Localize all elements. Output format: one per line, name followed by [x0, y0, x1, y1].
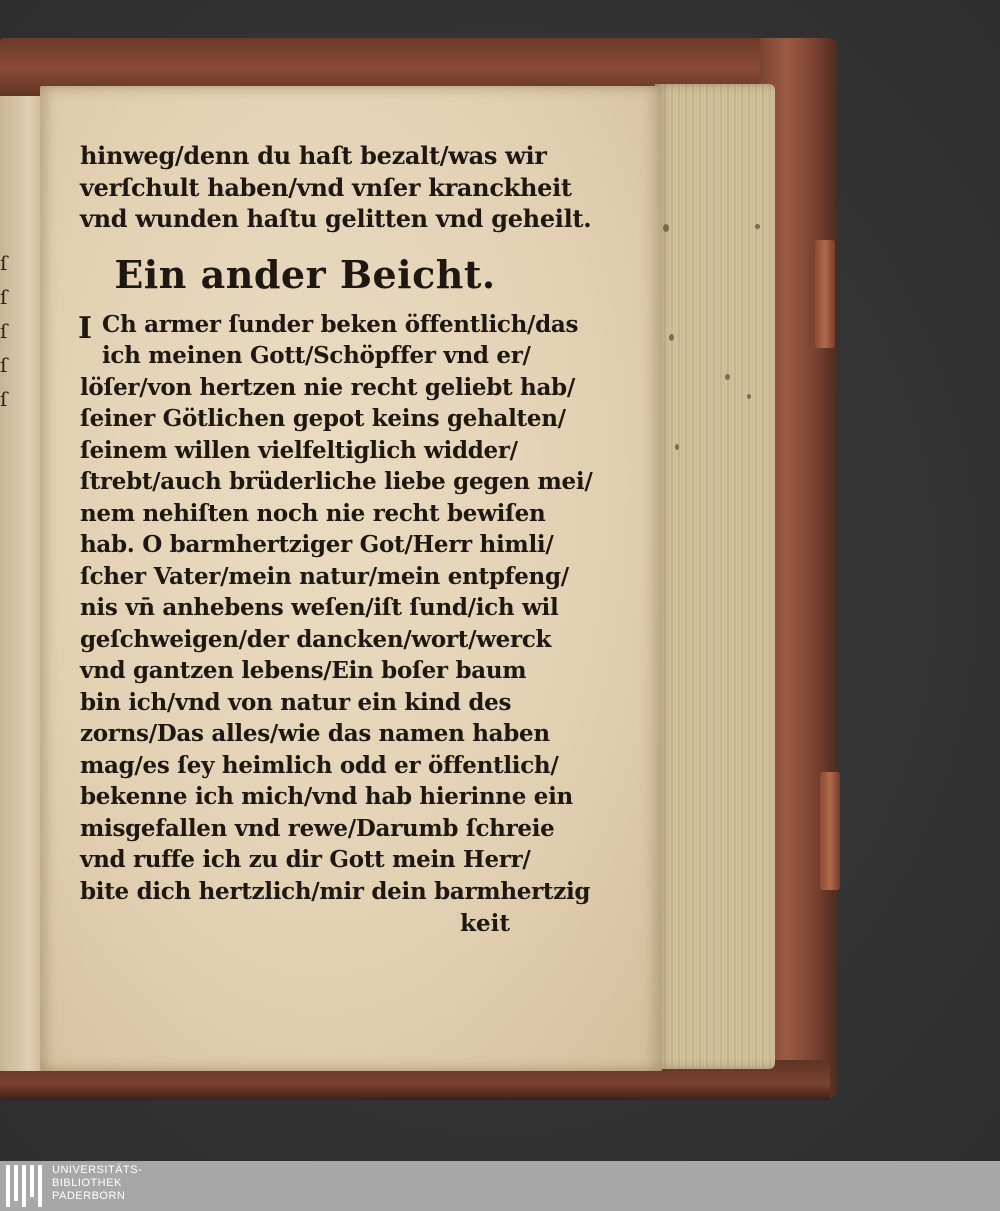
clasp-upper: [815, 240, 835, 348]
text-line: ich meinen Gott/Schöpffer vnd er/: [102, 342, 531, 369]
foxing-spot: [669, 334, 674, 341]
page-edges-stack: [655, 84, 775, 1069]
text-line: bite dich hertzlich/mir dein barmhertzig: [80, 877, 591, 905]
logo-line: PADERBORN: [52, 1190, 126, 1202]
text-line: nis vn̄ anhebens weſen/iſt ſund/ich wil: [80, 594, 559, 621]
foxing-spot: [747, 394, 751, 399]
text-line: vnd gantzen lebens/Ein boſer baum: [80, 657, 527, 684]
text-line: mag/es ſey heimlich odd er öffentlich/: [80, 751, 559, 779]
text-line: vnd wunden haſtu gelitten vnd geheilt.: [80, 204, 592, 233]
section-heading: Ein ander Beicht.: [114, 251, 496, 297]
logo-line: BIBLIOTHEK: [52, 1177, 122, 1189]
library-logo-text: [52, 1164, 142, 1203]
left-glyph: ſ: [0, 285, 8, 309]
clasp-lower: [820, 772, 840, 890]
left-glyph: ſ: [0, 387, 8, 411]
confession-text: [78, 309, 593, 942]
text-line: ſcher Vater/mein natur/mein entpfeng/: [80, 562, 569, 590]
text-line: löſer/von hertzen nie recht geliebt hab/: [80, 373, 575, 401]
text-line: ſtrebt/auch brüderliche liebe gegen mei/: [80, 468, 593, 495]
catchword: keit: [460, 910, 510, 937]
text-line: nem nehiſten noch nie recht bewiſen: [80, 499, 546, 527]
left-glyph: ſ: [0, 319, 8, 343]
text-line: Ch armer ſunder beken öffentlich/das: [102, 310, 579, 338]
logo-line: UNIVERSITÄTS-: [52, 1164, 143, 1176]
left-glyph: ſ: [0, 353, 8, 377]
foxing-spot: [755, 224, 760, 229]
left-page-glyphs: [0, 246, 12, 416]
page-text-block: [78, 140, 593, 941]
initial-letter: I: [78, 310, 93, 346]
text-line: zorns/Das alles/wie das namen haben: [80, 720, 550, 747]
foxing-spot: [725, 374, 730, 380]
continued-prayer-text: [80, 140, 592, 235]
text-line: ſeinem willen vielfeltiglich widder/: [80, 436, 518, 464]
library-footer-bar: [0, 1161, 1000, 1211]
text-line: ſeiner Götlichen gepot keins gehalten/: [80, 405, 566, 432]
text-line: bin ich/vnd von natur ein kind des: [80, 688, 512, 716]
text-line: misgefallen vnd rewe/Darumb ſchreie: [80, 814, 555, 842]
text-line: geſchweigen/der dancken/wort/werck: [80, 625, 552, 653]
foxing-spot: [675, 444, 679, 450]
text-line: bekenne ich mich/vnd hab hierinne ein: [80, 783, 573, 810]
left-page-edge: [0, 96, 44, 1071]
text-line: verſchult haben/vnd vnſer kranckheit: [80, 172, 572, 202]
text-line: hab. O barmhertziger Got/Herr himli/: [80, 531, 554, 558]
left-glyph: ſ: [0, 251, 8, 275]
text-line: hinweg/denn du haſt bezalt/was wir: [80, 141, 547, 170]
text-line: vnd ruffe ich zu dir Gott mein Herr/: [80, 846, 531, 873]
foxing-spot: [663, 224, 669, 232]
